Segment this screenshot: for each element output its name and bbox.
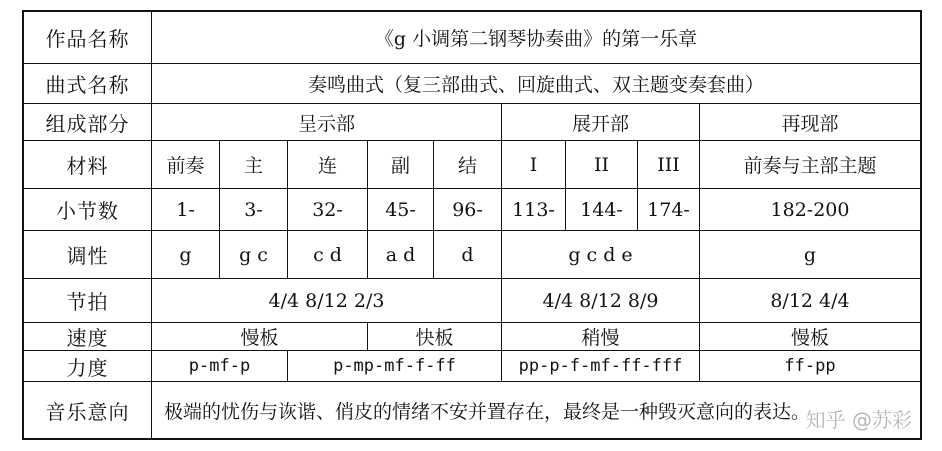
label-sections: 组成部分	[24, 104, 152, 141]
key-cell: a d	[368, 231, 434, 279]
material-cell: 前奏与主部主题	[700, 141, 920, 189]
meter-recap: 8/12 4/4	[700, 279, 920, 323]
dynamics-a: p-mf-p	[152, 351, 288, 382]
material-cell: II	[566, 141, 638, 189]
dynamics-d: ff-pp	[700, 351, 920, 382]
key-cell: g	[152, 231, 220, 279]
measure-cell: 113-	[502, 189, 566, 231]
label-form-name: 曲式名称	[24, 64, 152, 104]
label-meter: 节拍	[24, 279, 152, 323]
form-name-value: 奏鸣曲式（复三部曲式、回旋曲式、双主题变奏套曲）	[152, 64, 920, 104]
watermark: 知乎 @苏彩	[805, 408, 912, 432]
material-cell: 前奏	[152, 141, 220, 189]
music-analysis-table	[22, 10, 922, 440]
tempo-slow-1: 慢板	[152, 323, 368, 351]
material-cell: 副	[368, 141, 434, 189]
dynamics-b: p-mp-mf-f-ff	[288, 351, 502, 382]
key-recap: g	[700, 231, 920, 279]
material-cell: I	[502, 141, 566, 189]
key-development: g c d e	[502, 231, 700, 279]
measure-cell: 182-200	[700, 189, 920, 231]
section-recapitulation: 再现部	[700, 104, 920, 141]
tempo-slow-2: 慢板	[700, 323, 920, 351]
label-measures: 小节数	[24, 189, 152, 231]
key-cell: c d	[288, 231, 368, 279]
label-material: 材料	[24, 141, 152, 189]
material-cell: 连	[288, 141, 368, 189]
material-cell: 结	[434, 141, 502, 189]
measure-cell: 174-	[638, 189, 700, 231]
dynamics-c: pp-p-f-mf-ff-fff	[502, 351, 700, 382]
measure-cell: 45-	[368, 189, 434, 231]
tempo-fast: 快板	[368, 323, 502, 351]
section-exposition: 呈示部	[152, 104, 502, 141]
label-work-name: 作品名称	[24, 12, 152, 64]
measure-cell: 1-	[152, 189, 220, 231]
measure-cell: 3-	[220, 189, 288, 231]
intent-value: 极端的忧伤与诙谐、俏皮的情绪不安并置存在，最终是一种毁灭意向的表达。	[164, 400, 811, 423]
measure-cell: 144-	[566, 189, 638, 231]
label-dynamics: 力度	[24, 351, 152, 382]
section-development: 展开部	[502, 104, 700, 141]
measure-cell: 32-	[288, 189, 368, 231]
label-tempo: 速度	[24, 323, 152, 351]
key-cell: d	[434, 231, 502, 279]
meter-exposition: 4/4 8/12 2/3	[152, 279, 502, 323]
measure-cell: 96-	[434, 189, 502, 231]
material-cell: 主	[220, 141, 288, 189]
label-intent: 音乐意向	[24, 382, 152, 438]
meter-development: 4/4 8/12 8/9	[502, 279, 700, 323]
label-key: 调性	[24, 231, 152, 279]
tempo-slightly-slow: 稍慢	[502, 323, 700, 351]
key-cell: g c	[220, 231, 288, 279]
work-name-value: 《g 小调第二钢琴协奏曲》的第一乐章	[152, 12, 920, 64]
material-cell: III	[638, 141, 700, 189]
